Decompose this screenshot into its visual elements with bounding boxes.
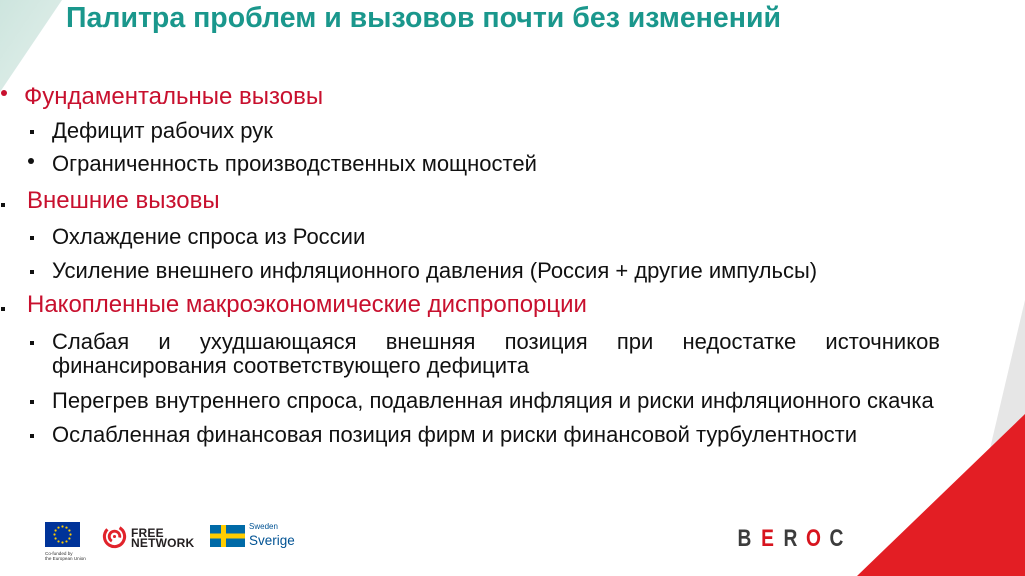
bullet-square [30, 236, 34, 240]
free-network-logo-icon [102, 524, 127, 549]
list-item: Ослабленная финансовая позиция фирм и риски финансовой турбулентности [52, 422, 858, 447]
list-item: Охлаждение спроса из России [52, 224, 366, 249]
bullet-dot [1, 90, 7, 96]
beroc-letter: C [829, 525, 844, 552]
bullet-square [30, 341, 34, 345]
beroc-letter: B [737, 525, 752, 552]
eu-caption: Co-funded by [45, 551, 73, 556]
bullet-square [30, 434, 34, 438]
eu-caption: the European Union [45, 556, 86, 561]
beroc-letter: E [761, 525, 774, 552]
slide-title: Палитра проблем и вызовов почти без изменений [66, 2, 782, 34]
bullet-dot [28, 158, 34, 164]
bullet-square [30, 400, 34, 404]
swedish-flag-icon [210, 525, 245, 547]
free-network-logo-text: NETWORK [131, 536, 195, 550]
list-item: Дефицит рабочих рук [52, 118, 273, 143]
beroc-letter: R [783, 525, 798, 552]
bullet-square [1, 307, 5, 311]
eu-flag-icon [45, 522, 80, 547]
bullet-square [30, 130, 34, 134]
sweden-label-small: Sweden [249, 522, 278, 531]
bullet-square [30, 270, 34, 274]
sweden-label-large: Sverige [249, 533, 295, 548]
list-item: Ограниченность производственных мощностей [52, 151, 537, 176]
beroc-letter: O [806, 525, 821, 552]
list-item: Перегрев внутреннего спроса, подавленная инфляция и риски инфляционного скачка [52, 388, 934, 413]
corner-decoration-top-left [0, 0, 62, 92]
free-network-logo-text: FREE [131, 526, 164, 540]
section-heading: Фундаментальные вызовы [24, 83, 324, 110]
bullet-square [1, 203, 5, 207]
list-item: Усиление внешнего инфляционного давления (Россия + другие импульсы) [52, 258, 818, 283]
beroc-logo [733, 527, 848, 551]
list-item-line: финансирования соответствующего дефицита [52, 353, 530, 378]
list-item-line: Слабая и ухудшающаяся внешняя позиция при недостатке источников [52, 329, 940, 354]
section-heading: Внешние вызовы [27, 187, 220, 214]
section-heading: Накопленные макроэкономические диспропорции [27, 291, 587, 318]
